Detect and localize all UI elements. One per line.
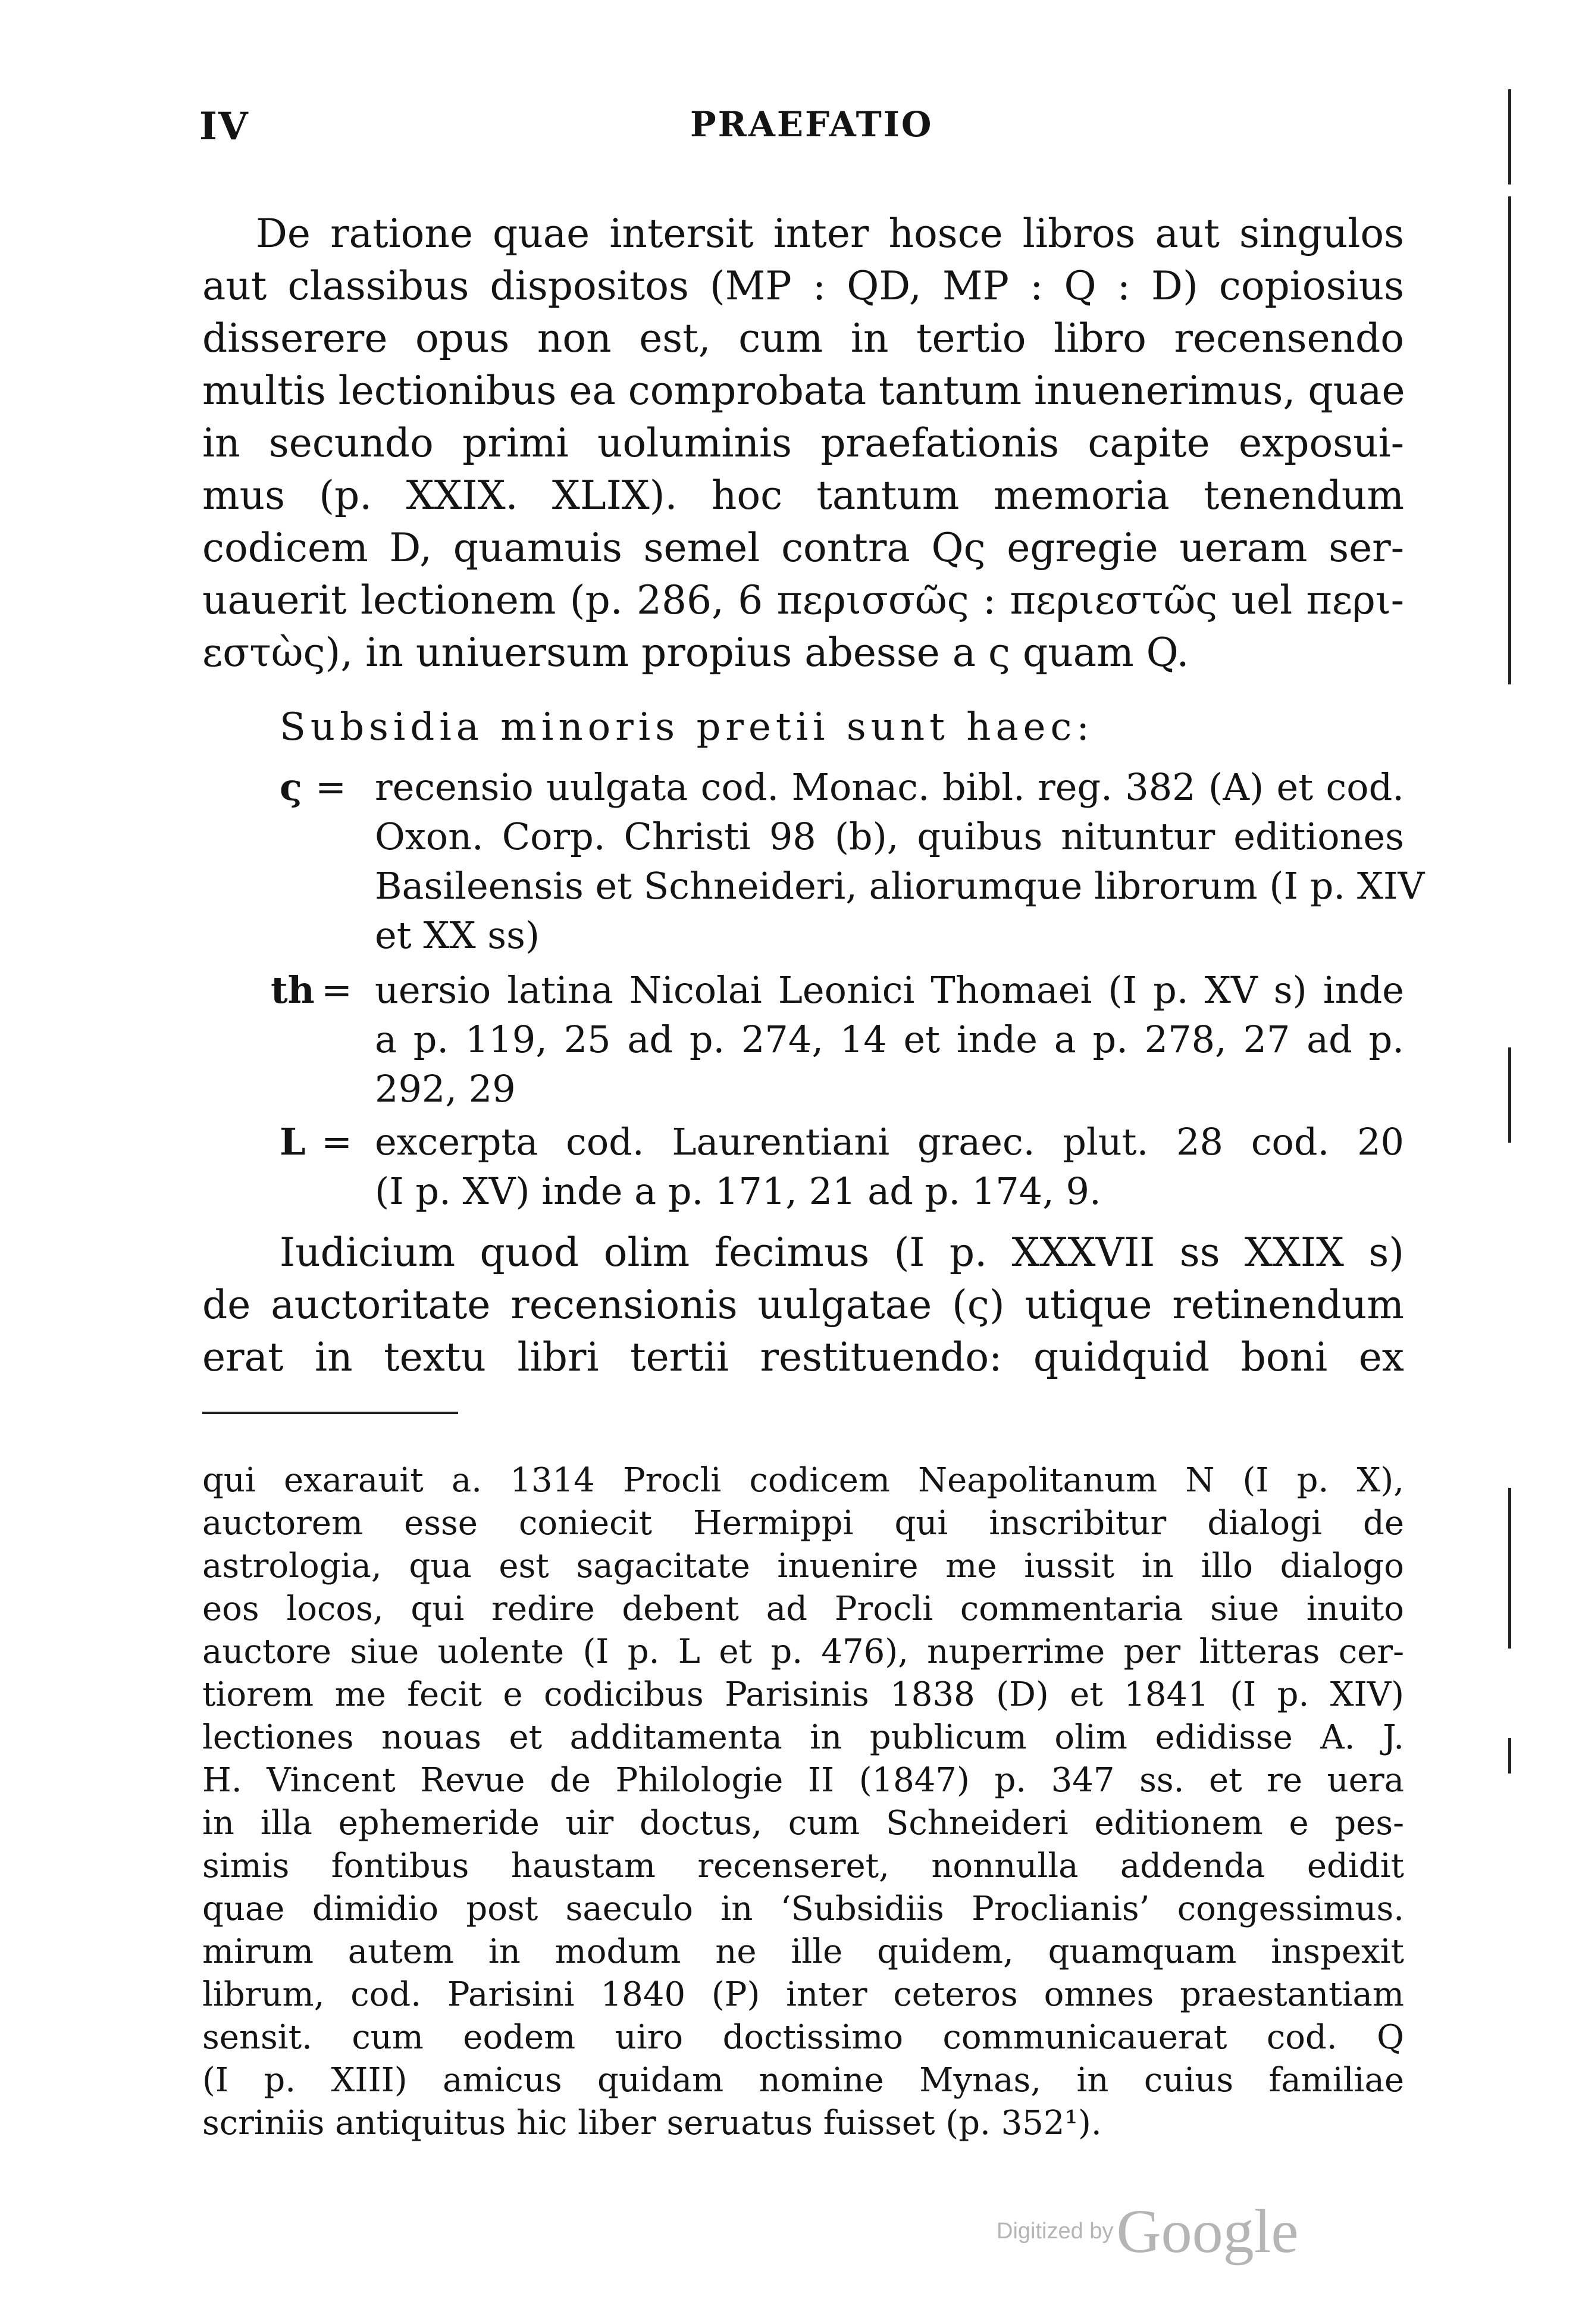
entry-line: a p. 119, 25 ad p. 274, 14 et inde a p. 278, 27 ad p. (375, 1018, 1404, 1061)
text-line: disserere opus non est, cum in tertio libro recensendo (202, 315, 1404, 361)
text-line: aut classibus dispositos (MP : QD, MP : Q : D) copiosius (202, 263, 1404, 309)
text-line: Iudicium quod olim fecimus (I p. XXXVII ss XXIX s) (280, 1230, 1404, 1275)
digitization-watermark (997, 2196, 1299, 2267)
footnote-line: mirum autem in modum ne ille quidem, quamquam inspexit (202, 1932, 1404, 1971)
entry-line: (I p. XV) inde a p. 171, 21 ad p. 174, 9. (375, 1169, 1101, 1213)
siglum: ς (280, 765, 302, 809)
siglum: L (280, 1120, 306, 1163)
footnote-line: sensit. cum eodem uiro doctissimo communicauerat cod. Q (202, 2018, 1404, 2057)
text-line: mus (p. XXIX. XLIX). hoc tantum memoria tenendum (202, 473, 1404, 518)
text-line: uauerit lectionem (p. 286, 6 περισσῶς : περιεστῶς uel περι- (202, 577, 1404, 623)
entry-line: 292, 29 (375, 1067, 516, 1111)
watermark-logo: Google (1116, 2197, 1299, 2266)
footnote-line: quae dimidio post saeculo in ‘Subsidiis Proclianis’ congessimus. (202, 1890, 1404, 1928)
footnote-line: eos locos, qui redire debent ad Procli commentaria siue inuito (202, 1590, 1404, 1628)
footnote-line: auctorem esse coniecit Hermippi qui inscribitur dialogi de (202, 1504, 1404, 1543)
text-line: De ratione quae intersit inter hosce libros aut singulos (256, 211, 1404, 257)
footnote-line: tiorem me fecit e codicibus Parisinis 1838 (D) et 1841 (I p. XIV) (202, 1675, 1404, 1714)
footnote-rule (202, 1412, 458, 1414)
scan-edge-mark (1508, 1047, 1511, 1143)
siglum: th (271, 968, 315, 1012)
text-line: εστὼς), in uniuersum propius abesse a ς quam Q. (202, 630, 1189, 675)
watermark-prefix: Digitized by (997, 2219, 1114, 2244)
footnote-line: simis fontibus haustam recenseret, nonnulla addenda edidit (202, 1847, 1404, 1885)
scan-edge-mark (1508, 89, 1511, 184)
entry-line: uersio latina Nicolai Leonici Thomaei (I p. XV s) inde (375, 968, 1404, 1012)
scan-edge-mark (1508, 196, 1511, 684)
footnote-line: (I p. XIII) amicus quidam nomine Mynas, in cuius familiae (202, 2061, 1404, 2100)
scan-edge-mark (1508, 1738, 1511, 1774)
equals-sign: = (315, 765, 346, 809)
entry-line: recensio uulgata cod. Monac. bibl. reg. 382 (A) et cod. (375, 765, 1404, 809)
text-line: in secundo primi uoluminis praefationis capite exposui- (202, 420, 1404, 466)
footnote-line: auctore siue uolente (I p. L et p. 476), nuperrime per litteras cer- (202, 1632, 1404, 1671)
text-line: multis lectionibus ea comprobata tantum inuenerimus, quae (202, 368, 1405, 414)
footnote-line: H. Vincent Revue de Philologie II (1847) p. 347 ss. et re uera (202, 1761, 1404, 1800)
footnote-line: qui exarauit a. 1314 Procli codicem Neapolitanum N (I p. X), (202, 1461, 1404, 1500)
footnote-line: astrologia, qua est sagacitate inuenire me iussit in illo dialogo (202, 1547, 1404, 1585)
footnote-line: lectiones nouas et additamenta in publicum olim edidisse A. J. (202, 1718, 1404, 1757)
equals-sign: = (321, 968, 352, 1012)
page-number: IV (199, 104, 249, 149)
entry-line: Basileensis et Schneideri, aliorumque librorum (I p. XIV (375, 864, 1425, 908)
subsidia-heading: Subsidia minoris pretii sunt haec: (280, 705, 1094, 749)
equals-sign: = (321, 1120, 352, 1163)
scan-edge-mark (1508, 1488, 1511, 1649)
text-line: erat in textu libri tertii restituendo: quidquid boni ex (202, 1334, 1404, 1380)
footnote-line: librum, cod. Parisini 1840 (P) inter ceteros omnes praestantiam (202, 1975, 1404, 2014)
running-title: PRAEFATIO (690, 104, 933, 145)
footnote-line: in illa ephemeride uir doctus, cum Schneideri editionem e pes- (202, 1804, 1404, 1843)
entry-line: excerpta cod. Laurentiani graec. plut. 28 cod. 20 (375, 1120, 1404, 1163)
text-line: de auctoritate recensionis uulgatae (ς) utique retinendum (202, 1282, 1404, 1328)
footnote-line: scriniis antiquitus hic liber seruatus fuisset (p. 352¹). (202, 2104, 1102, 2142)
entry-line: Oxon. Corp. Christi 98 (b), quibus nituntur editiones (375, 815, 1404, 858)
text-line: codicem D, quamuis semel contra Qς egregie ueram ser- (202, 525, 1404, 571)
entry-line: et XX ss) (375, 914, 540, 957)
